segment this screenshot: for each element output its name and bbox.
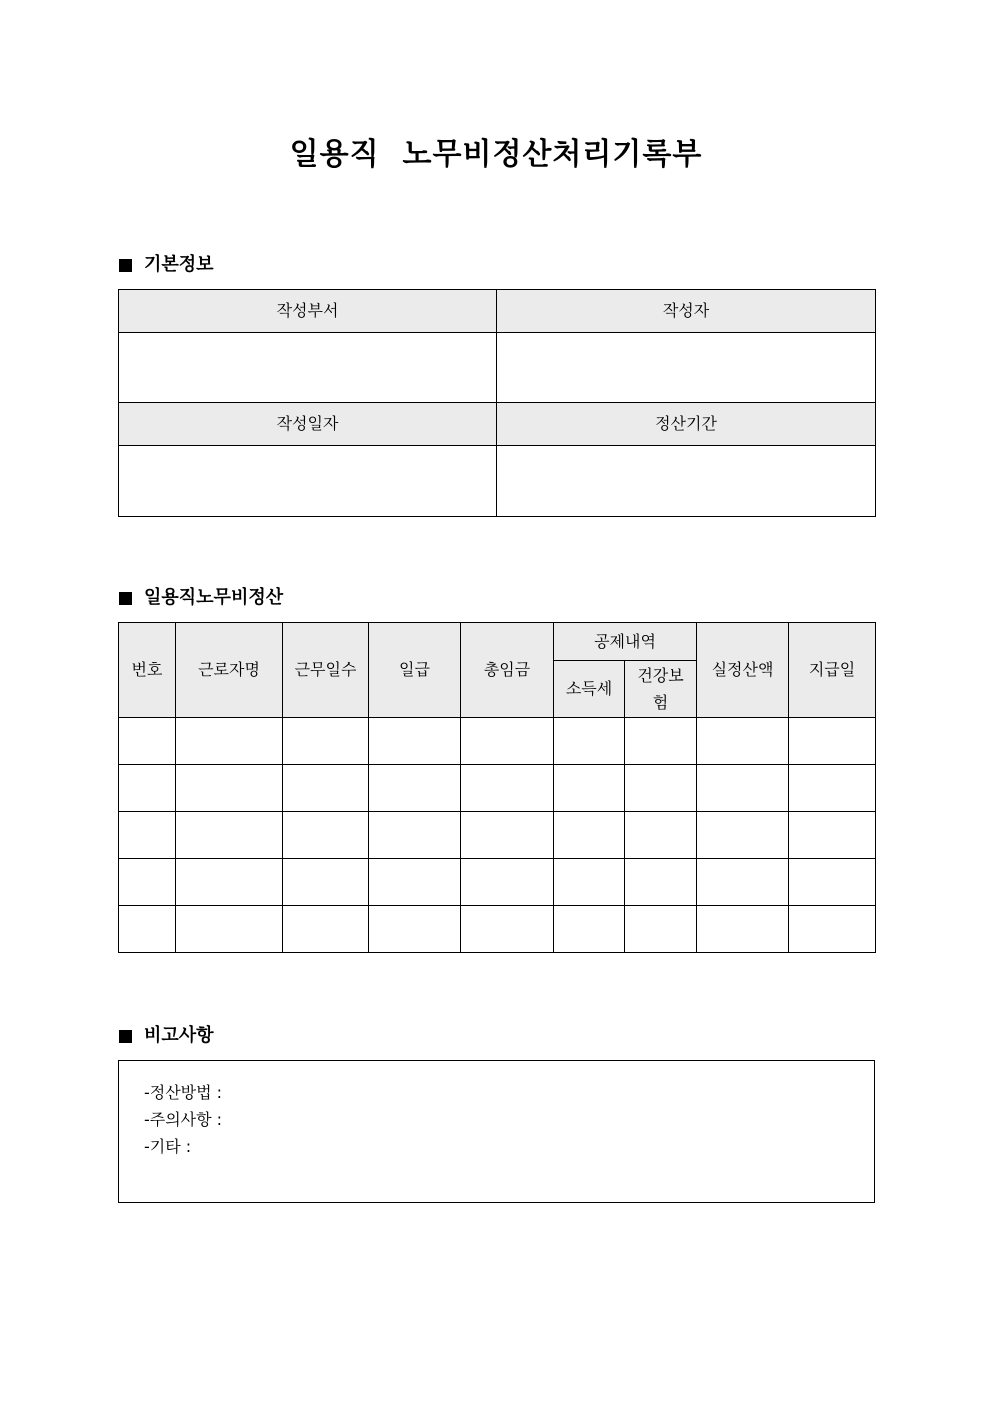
table-cell[interactable] bbox=[369, 859, 461, 906]
table-cell[interactable] bbox=[461, 765, 554, 812]
table-row bbox=[119, 812, 876, 859]
table-cell[interactable] bbox=[625, 765, 697, 812]
table-cell[interactable] bbox=[176, 906, 283, 953]
table-cell[interactable] bbox=[554, 906, 625, 953]
column-header-total-wage: 총임금 bbox=[461, 623, 554, 718]
department-value[interactable] bbox=[119, 333, 497, 403]
table-cell[interactable] bbox=[697, 718, 789, 765]
table-cell[interactable] bbox=[554, 812, 625, 859]
square-bullet-icon bbox=[119, 592, 132, 605]
column-header-net-amount: 실정산액 bbox=[697, 623, 789, 718]
date-value[interactable] bbox=[119, 446, 497, 517]
square-bullet-icon bbox=[119, 259, 132, 272]
remarks-box[interactable] bbox=[118, 1060, 875, 1203]
table-cell[interactable] bbox=[119, 812, 176, 859]
square-bullet-icon bbox=[119, 1030, 132, 1043]
table-cell[interactable] bbox=[697, 906, 789, 953]
table-cell[interactable] bbox=[697, 765, 789, 812]
remarks-other-line: -기타 : bbox=[144, 1137, 192, 1156]
table-cell[interactable] bbox=[176, 765, 283, 812]
table-cell[interactable] bbox=[176, 859, 283, 906]
column-header-income-tax: 소득세 bbox=[554, 661, 625, 718]
table-cell[interactable] bbox=[461, 812, 554, 859]
table-cell[interactable] bbox=[697, 812, 789, 859]
section-heading-labor bbox=[119, 585, 283, 611]
section-heading-label: 일용직노무비정산 bbox=[144, 587, 284, 608]
column-header-health-insurance: 건강보험 bbox=[625, 661, 697, 718]
table-cell[interactable] bbox=[554, 718, 625, 765]
column-header-no: 번호 bbox=[119, 623, 176, 718]
table-row bbox=[119, 859, 876, 906]
column-header-deduction: 공제내역 bbox=[554, 623, 697, 661]
table-cell[interactable] bbox=[283, 812, 369, 859]
table-cell[interactable] bbox=[283, 906, 369, 953]
remarks-caution-line: -주의사항 : bbox=[144, 1110, 223, 1129]
table-cell[interactable] bbox=[461, 718, 554, 765]
section-heading-remarks bbox=[119, 1023, 214, 1049]
table-cell[interactable] bbox=[283, 859, 369, 906]
column-header-work-days: 근무일수 bbox=[283, 623, 369, 718]
table-row bbox=[119, 765, 876, 812]
column-header-worker-name: 근로자명 bbox=[176, 623, 283, 718]
table-cell[interactable] bbox=[369, 765, 461, 812]
document-title: 일용직 노무비정산처리기록부 bbox=[289, 137, 703, 172]
table-cell[interactable] bbox=[283, 765, 369, 812]
table-cell[interactable] bbox=[789, 906, 876, 953]
table-cell[interactable] bbox=[119, 765, 176, 812]
author-label: 작성자 bbox=[497, 290, 876, 333]
table-cell[interactable] bbox=[625, 812, 697, 859]
labor-table-body bbox=[119, 718, 876, 953]
table-cell[interactable] bbox=[625, 859, 697, 906]
table-cell[interactable] bbox=[119, 718, 176, 765]
remarks-method-line: -정산방법 : bbox=[144, 1083, 223, 1102]
table-cell[interactable] bbox=[461, 906, 554, 953]
table-cell[interactable] bbox=[554, 859, 625, 906]
section-heading-label: 기본정보 bbox=[144, 254, 214, 275]
table-cell[interactable] bbox=[554, 765, 625, 812]
table-cell[interactable] bbox=[625, 718, 697, 765]
department-label: 작성부서 bbox=[119, 290, 497, 333]
table-cell[interactable] bbox=[119, 859, 176, 906]
author-value[interactable] bbox=[497, 333, 876, 403]
table-cell[interactable] bbox=[119, 906, 176, 953]
table-cell[interactable] bbox=[461, 859, 554, 906]
basic-info-table bbox=[118, 289, 876, 517]
table-cell[interactable] bbox=[789, 718, 876, 765]
table-cell[interactable] bbox=[625, 906, 697, 953]
section-heading-label: 비고사항 bbox=[144, 1025, 214, 1046]
labor-table bbox=[118, 622, 876, 953]
table-row bbox=[119, 906, 876, 953]
section-heading-basic-info bbox=[119, 252, 214, 278]
table-cell[interactable] bbox=[369, 812, 461, 859]
column-header-daily-wage: 일급 bbox=[369, 623, 461, 718]
table-cell[interactable] bbox=[789, 765, 876, 812]
table-cell[interactable] bbox=[789, 859, 876, 906]
remarks-lines bbox=[144, 1079, 222, 1160]
table-cell[interactable] bbox=[789, 812, 876, 859]
period-label: 정산기간 bbox=[497, 403, 876, 446]
table-row bbox=[119, 718, 876, 765]
column-header-pay-date: 지급일 bbox=[789, 623, 876, 718]
date-label: 작성일자 bbox=[119, 403, 497, 446]
table-cell[interactable] bbox=[176, 812, 283, 859]
table-cell[interactable] bbox=[283, 718, 369, 765]
table-cell[interactable] bbox=[369, 906, 461, 953]
table-cell[interactable] bbox=[369, 718, 461, 765]
table-cell[interactable] bbox=[176, 718, 283, 765]
table-cell[interactable] bbox=[697, 859, 789, 906]
period-value[interactable] bbox=[497, 446, 876, 517]
